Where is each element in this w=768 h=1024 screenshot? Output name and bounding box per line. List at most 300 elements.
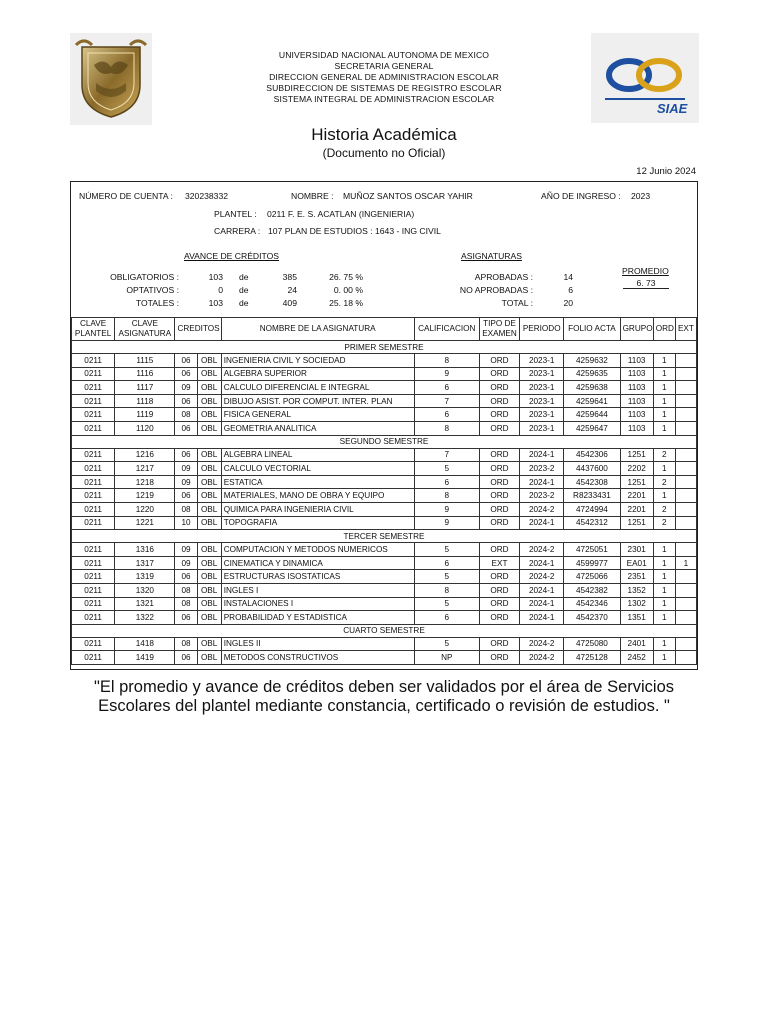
cell-grupo: 1103	[620, 367, 653, 381]
cell-grupo: 1103	[620, 354, 653, 368]
cell-tipo-examen: ORD	[479, 421, 519, 435]
cell-periodo: 2024-1	[520, 556, 564, 570]
cell-caracter: OBL	[197, 381, 221, 395]
cell-tipo-examen: ORD	[479, 394, 519, 408]
cell-ext	[675, 611, 696, 625]
cell-periodo: 2024-1	[520, 448, 564, 462]
cell-tipo-examen: ORD	[479, 502, 519, 516]
cell-ext	[675, 516, 696, 530]
cell-caracter: OBL	[197, 570, 221, 584]
cell-ext	[675, 489, 696, 503]
cell-clave-asignatura: 1118	[115, 394, 175, 408]
cell-periodo: 2023-2	[520, 489, 564, 503]
cell-ext	[675, 448, 696, 462]
cell-nombre: PROBABILIDAD Y ESTADISTICA	[221, 611, 414, 625]
cell-calificacion: 6	[414, 381, 479, 395]
cell-calificacion: 8	[414, 421, 479, 435]
cell-periodo: 2024-2	[520, 543, 564, 557]
cell-grupo: 2401	[620, 637, 653, 651]
cell-caracter: OBL	[197, 543, 221, 557]
cell-creditos: 08	[175, 408, 197, 422]
cell-caracter: OBL	[197, 421, 221, 435]
cell-calificacion: 5	[414, 637, 479, 651]
cell-creditos: 06	[175, 611, 197, 625]
cell-calificacion: 5	[414, 597, 479, 611]
cell-ord: 2	[653, 502, 675, 516]
ingreso-value: 2023	[631, 191, 651, 201]
cell-creditos: 06	[175, 367, 197, 381]
table-row	[72, 611, 697, 625]
cell-caracter: OBL	[197, 462, 221, 476]
cell-nombre: INSTALACIONES I	[221, 597, 414, 611]
cell-creditos: 06	[175, 448, 197, 462]
cell-grupo: EA01	[620, 556, 653, 570]
cell-nombre: MATERIALES, MANO DE OBRA Y EQUIPO	[221, 489, 414, 503]
cell-periodo: 2024-2	[520, 570, 564, 584]
cell-ord: 1	[653, 381, 675, 395]
cell-ord: 1	[653, 611, 675, 625]
cell-calificacion: 8	[414, 489, 479, 503]
cell-folio: 4725066	[564, 570, 620, 584]
grades-body	[72, 341, 697, 665]
cell-creditos: 08	[175, 637, 197, 651]
cell-tipo-examen: ORD	[479, 543, 519, 557]
cell-folio: 4259632	[564, 354, 620, 368]
cell-caracter: OBL	[197, 502, 221, 516]
header-calificacion: CALIFICACION	[414, 318, 479, 341]
header-clave-plantel: CLAVE PLANTEL	[72, 318, 115, 341]
asignaturas-value: 20	[563, 298, 573, 308]
cell-tipo-examen: EXT	[479, 556, 519, 570]
cell-creditos: 06	[175, 489, 197, 503]
header-line: SECRETARIA GENERAL	[334, 61, 434, 71]
cell-creditos: 06	[175, 394, 197, 408]
cell-calificacion: 5	[414, 543, 479, 557]
cell-calificacion: 8	[414, 583, 479, 597]
cell-grupo: 1351	[620, 611, 653, 625]
cell-periodo: 2024-1	[520, 597, 564, 611]
grades-table	[71, 317, 697, 665]
cell-periodo: 2024-2	[520, 502, 564, 516]
document-subtitle: (Documento no Oficial)	[322, 146, 446, 160]
cell-periodo: 2024-1	[520, 583, 564, 597]
cell-folio: 4542308	[564, 475, 620, 489]
cell-clave-asignatura: 1220	[115, 502, 175, 516]
cell-clave-plantel: 0211	[72, 611, 115, 625]
table-row	[72, 543, 697, 557]
cell-caracter: OBL	[197, 583, 221, 597]
document-title: Historia Académica	[311, 125, 457, 144]
cell-calificacion: 7	[414, 394, 479, 408]
asignaturas-value: 14	[563, 272, 573, 282]
table-row	[72, 583, 697, 597]
cell-nombre: METODOS CONSTRUCTIVOS	[221, 651, 414, 665]
cell-nombre: INGLES II	[221, 637, 414, 651]
cell-calificacion: 5	[414, 570, 479, 584]
semester-row	[72, 435, 697, 448]
cell-caracter: OBL	[197, 448, 221, 462]
cell-ext	[675, 583, 696, 597]
unam-logo	[70, 33, 152, 125]
cell-ext	[675, 462, 696, 476]
cell-clave-asignatura: 1115	[115, 354, 175, 368]
cell-calificacion: 6	[414, 408, 479, 422]
cell-clave-asignatura: 1219	[115, 489, 175, 503]
cell-folio: 4724994	[564, 502, 620, 516]
nombre-value: MUÑOZ SANTOS OSCAR YAHIR	[343, 191, 473, 201]
cell-ord: 1	[653, 367, 675, 381]
cell-periodo: 2023-1	[520, 381, 564, 395]
cell-nombre: INGLES I	[221, 583, 414, 597]
cell-periodo: 2023-1	[520, 354, 564, 368]
cell-ord: 1	[653, 583, 675, 597]
cell-creditos: 06	[175, 570, 197, 584]
header-line: UNIVERSIDAD NACIONAL AUTONOMA DE MEXICO	[278, 50, 490, 60]
cell-clave-asignatura: 1117	[115, 381, 175, 395]
cell-grupo: 1302	[620, 597, 653, 611]
semester-name: CUARTO SEMESTRE	[72, 624, 697, 637]
carrera-value: 107 PLAN DE ESTUDIOS : 1643 - ING CIVIL	[268, 226, 441, 236]
avance-value: 0	[218, 285, 223, 295]
cell-caracter: OBL	[197, 597, 221, 611]
avance-total: 385	[282, 272, 297, 282]
cell-tipo-examen: ORD	[479, 408, 519, 422]
cell-nombre: CALCULO DIFERENCIAL E INTEGRAL	[221, 381, 414, 395]
cell-calificacion: 6	[414, 475, 479, 489]
semester-name: TERCER SEMESTRE	[72, 530, 697, 543]
cell-ord: 1	[653, 408, 675, 422]
cell-tipo-examen: ORD	[479, 367, 519, 381]
cell-calificacion: 7	[414, 448, 479, 462]
cell-clave-asignatura: 1216	[115, 448, 175, 462]
table-row	[72, 381, 697, 395]
cell-folio: 4725128	[564, 651, 620, 665]
header-nombre: NOMBRE DE LA ASIGNATURA	[221, 318, 414, 341]
cell-clave-asignatura: 1119	[115, 408, 175, 422]
cell-folio: 4259638	[564, 381, 620, 395]
cell-grupo: 1103	[620, 408, 653, 422]
promedio-value: 6. 73	[623, 278, 669, 289]
cell-ord: 1	[653, 637, 675, 651]
cell-clave-plantel: 0211	[72, 381, 115, 395]
cell-calificacion: 6	[414, 556, 479, 570]
cell-nombre: ESTATICA	[221, 475, 414, 489]
cell-ext	[675, 637, 696, 651]
cell-periodo: 2024-1	[520, 475, 564, 489]
cell-creditos: 06	[175, 354, 197, 368]
cell-tipo-examen: ORD	[479, 651, 519, 665]
cell-caracter: OBL	[197, 394, 221, 408]
cell-clave-plantel: 0211	[72, 475, 115, 489]
header-tipo-examen: TIPO DE EXAMEN	[479, 318, 519, 341]
institution-header	[220, 50, 548, 105]
cuenta-value: 320238332	[185, 191, 229, 201]
cell-clave-asignatura: 1319	[115, 570, 175, 584]
cell-folio: 4259635	[564, 367, 620, 381]
cell-clave-plantel: 0211	[72, 556, 115, 570]
table-row	[72, 421, 697, 435]
cell-clave-plantel: 0211	[72, 502, 115, 516]
cell-grupo: 1103	[620, 381, 653, 395]
cell-creditos: 09	[175, 556, 197, 570]
cell-calificacion: 8	[414, 354, 479, 368]
cell-creditos: 09	[175, 475, 197, 489]
ingreso-label: AÑO DE INGRESO :	[541, 191, 621, 201]
table-row	[72, 367, 697, 381]
cell-clave-plantel: 0211	[72, 637, 115, 651]
cell-calificacion: NP	[414, 651, 479, 665]
cell-clave-asignatura: 1218	[115, 475, 175, 489]
cell-ext	[675, 543, 696, 557]
avance-title: AVANCE DE CRÉDITOS	[184, 251, 280, 261]
cell-ext	[675, 408, 696, 422]
cell-ord: 2	[653, 475, 675, 489]
avance-de: de	[239, 285, 249, 295]
cell-clave-asignatura: 1317	[115, 556, 175, 570]
cell-ext	[675, 502, 696, 516]
cell-tipo-examen: ORD	[479, 489, 519, 503]
cell-clave-asignatura: 1418	[115, 637, 175, 651]
table-header-row	[72, 318, 697, 341]
avance-total: 24	[287, 285, 297, 295]
cell-creditos: 09	[175, 381, 197, 395]
table-row	[72, 516, 697, 530]
cell-clave-plantel: 0211	[72, 597, 115, 611]
document-date: 12 Junio 2024	[636, 166, 696, 177]
cell-caracter: OBL	[197, 489, 221, 503]
cell-tipo-examen: ORD	[479, 462, 519, 476]
academic-record-box	[70, 181, 698, 670]
cell-ord: 1	[653, 394, 675, 408]
asignaturas-value: 6	[568, 285, 573, 295]
cell-caracter: OBL	[197, 611, 221, 625]
avance-value: 103	[208, 272, 223, 282]
header-periodo: PERIODO	[520, 318, 564, 341]
header-folio: FOLIO ACTA	[564, 318, 620, 341]
cell-tipo-examen: ORD	[479, 637, 519, 651]
semester-name: SEGUNDO SEMESTRE	[72, 435, 697, 448]
avance-total: 409	[282, 298, 297, 308]
siae-logo-text: SIAE	[657, 101, 688, 116]
cell-tipo-examen: ORD	[479, 475, 519, 489]
cell-ext	[675, 381, 696, 395]
avance-de: de	[239, 298, 249, 308]
cell-folio: 4542370	[564, 611, 620, 625]
cell-folio: 4542306	[564, 448, 620, 462]
cell-periodo: 2024-1	[520, 611, 564, 625]
cell-creditos: 08	[175, 502, 197, 516]
cell-clave-asignatura: 1120	[115, 421, 175, 435]
table-row	[72, 556, 697, 570]
cell-periodo: 2024-1	[520, 516, 564, 530]
cell-folio: 4725080	[564, 637, 620, 651]
semester-name: PRIMER SEMESTRE	[72, 341, 697, 354]
cell-grupo: 1251	[620, 516, 653, 530]
cell-nombre: ALGEBRA LINEAL	[221, 448, 414, 462]
semester-row	[72, 530, 697, 543]
table-row	[72, 408, 697, 422]
cell-clave-asignatura: 1316	[115, 543, 175, 557]
cell-grupo: 1103	[620, 421, 653, 435]
header-ord: ORD	[653, 318, 675, 341]
cell-caracter: OBL	[197, 651, 221, 665]
semester-row	[72, 624, 697, 637]
table-row	[72, 502, 697, 516]
cell-ext	[675, 475, 696, 489]
cell-ext	[675, 597, 696, 611]
header-line: DIRECCION GENERAL DE ADMINISTRACION ESCOLAR	[269, 72, 499, 82]
header-creditos: CREDITOS	[175, 318, 221, 341]
cell-ext	[675, 394, 696, 408]
header-clave-asignatura: CLAVE ASIGNATURA	[115, 318, 175, 341]
cell-folio: 4542312	[564, 516, 620, 530]
cell-clave-asignatura: 1116	[115, 367, 175, 381]
cell-nombre: ALGEBRA SUPERIOR	[221, 367, 414, 381]
avance-label: TOTALES :	[135, 298, 179, 308]
cell-creditos: 10	[175, 516, 197, 530]
cell-folio: 4542346	[564, 597, 620, 611]
cell-creditos: 09	[175, 543, 197, 557]
cell-periodo: 2023-1	[520, 408, 564, 422]
cell-ext	[675, 367, 696, 381]
avance-value: 103	[208, 298, 223, 308]
cell-periodo: 2024-2	[520, 651, 564, 665]
cell-calificacion: 9	[414, 502, 479, 516]
cell-grupo: 1251	[620, 448, 653, 462]
cell-folio: 4437600	[564, 462, 620, 476]
asignaturas-label: TOTAL :	[501, 298, 533, 308]
cell-nombre: TOPOGRAFIA	[221, 516, 414, 530]
cell-nombre: ESTRUCTURAS ISOSTATICAS	[221, 570, 414, 584]
cell-clave-asignatura: 1322	[115, 611, 175, 625]
cell-folio: R8233431	[564, 489, 620, 503]
table-row	[72, 354, 697, 368]
cell-periodo: 2023-1	[520, 421, 564, 435]
cell-folio: 4259641	[564, 394, 620, 408]
asignaturas-label: NO APROBADAS :	[459, 285, 533, 295]
cell-creditos: 08	[175, 583, 197, 597]
siae-rings-icon	[595, 37, 695, 119]
asignaturas-title: ASIGNATURAS	[461, 251, 522, 261]
cell-nombre: COMPUTACION Y METODOS NUMERICOS	[221, 543, 414, 557]
cell-caracter: OBL	[197, 408, 221, 422]
cell-clave-plantel: 0211	[72, 651, 115, 665]
cell-clave-asignatura: 1320	[115, 583, 175, 597]
cell-grupo: 2201	[620, 502, 653, 516]
table-row	[72, 570, 697, 584]
cell-clave-plantel: 0211	[72, 354, 115, 368]
cell-grupo: 2351	[620, 570, 653, 584]
cell-tipo-examen: ORD	[479, 354, 519, 368]
cell-folio: 4542382	[564, 583, 620, 597]
table-row	[72, 651, 697, 665]
cell-caracter: OBL	[197, 556, 221, 570]
cell-grupo: 1352	[620, 583, 653, 597]
cell-ord: 1	[653, 489, 675, 503]
cell-tipo-examen: ORD	[479, 448, 519, 462]
cell-ext	[675, 570, 696, 584]
plantel-value: 0211 F. E. S. ACATLAN (INGENIERIA)	[267, 209, 415, 219]
cell-creditos: 06	[175, 421, 197, 435]
cell-ext	[675, 651, 696, 665]
cell-ord: 1	[653, 556, 675, 570]
cell-nombre: CALCULO VECTORIAL	[221, 462, 414, 476]
avance-pct: 25. 18 %	[329, 298, 363, 308]
table-row	[72, 637, 697, 651]
avance-pct: 0. 00 %	[333, 285, 363, 295]
cell-nombre: INGENIERIA CIVIL Y SOCIEDAD	[221, 354, 414, 368]
cell-clave-plantel: 0211	[72, 448, 115, 462]
cell-clave-plantel: 0211	[72, 570, 115, 584]
cell-clave-plantel: 0211	[72, 462, 115, 476]
cell-grupo: 1251	[620, 475, 653, 489]
cell-calificacion: 9	[414, 516, 479, 530]
cell-folio: 4725051	[564, 543, 620, 557]
cell-folio: 4259644	[564, 408, 620, 422]
cell-grupo: 1103	[620, 394, 653, 408]
cell-clave-plantel: 0211	[72, 367, 115, 381]
cell-calificacion: 5	[414, 462, 479, 476]
cell-ord: 2	[653, 448, 675, 462]
cell-clave-plantel: 0211	[72, 421, 115, 435]
cell-nombre: GEOMETRIA ANALITICA	[221, 421, 414, 435]
cuenta-label: NÚMERO DE CUENTA :	[79, 191, 173, 201]
cell-caracter: OBL	[197, 367, 221, 381]
cell-nombre: CINEMATICA Y DINAMICA	[221, 556, 414, 570]
cell-caracter: OBL	[197, 516, 221, 530]
validation-notice: "El promedio y avance de créditos deben ser validados por el área de Servicios Escolares del plantel mediante constancia, certificado o revisión de estudios. "	[93, 678, 674, 715]
cell-grupo: 2452	[620, 651, 653, 665]
cell-creditos: 08	[175, 597, 197, 611]
cell-ext: 1	[675, 556, 696, 570]
cell-grupo: 2201	[620, 489, 653, 503]
asignaturas-label: APROBADAS :	[474, 272, 533, 282]
cell-ord: 2	[653, 516, 675, 530]
table-row	[72, 462, 697, 476]
unam-shield-icon	[74, 37, 148, 121]
cell-clave-plantel: 0211	[72, 394, 115, 408]
cell-clave-asignatura: 1321	[115, 597, 175, 611]
cell-nombre: DIBUJO ASIST. POR COMPUT. INTER. PLAN	[221, 394, 414, 408]
header-grupo: GRUPO	[620, 318, 653, 341]
table-row	[72, 448, 697, 462]
cell-caracter: OBL	[197, 637, 221, 651]
cell-folio: 4599977	[564, 556, 620, 570]
nombre-label: NOMBRE :	[291, 191, 334, 201]
cell-clave-plantel: 0211	[72, 489, 115, 503]
cell-nombre: QUIMICA PARA INGENIERIA CIVIL	[221, 502, 414, 516]
table-row	[72, 394, 697, 408]
cell-calificacion: 6	[414, 611, 479, 625]
cell-ext	[675, 421, 696, 435]
header-ext: EXT	[675, 318, 696, 341]
cell-clave-plantel: 0211	[72, 516, 115, 530]
cell-periodo: 2023-1	[520, 394, 564, 408]
cell-ord: 1	[653, 354, 675, 368]
cell-ord: 1	[653, 597, 675, 611]
carrera-label: CARRERA :	[214, 226, 261, 236]
cell-ext	[675, 354, 696, 368]
siae-logo	[591, 33, 699, 123]
cell-clave-plantel: 0211	[72, 583, 115, 597]
cell-tipo-examen: ORD	[479, 516, 519, 530]
avance-label: OBLIGATORIOS :	[110, 272, 179, 282]
cell-caracter: OBL	[197, 475, 221, 489]
header-line: SUBDIRECCION DE SISTEMAS DE REGISTRO ESCOLAR	[266, 83, 502, 93]
cell-grupo: 2202	[620, 462, 653, 476]
cell-clave-asignatura: 1221	[115, 516, 175, 530]
cell-ord: 1	[653, 543, 675, 557]
